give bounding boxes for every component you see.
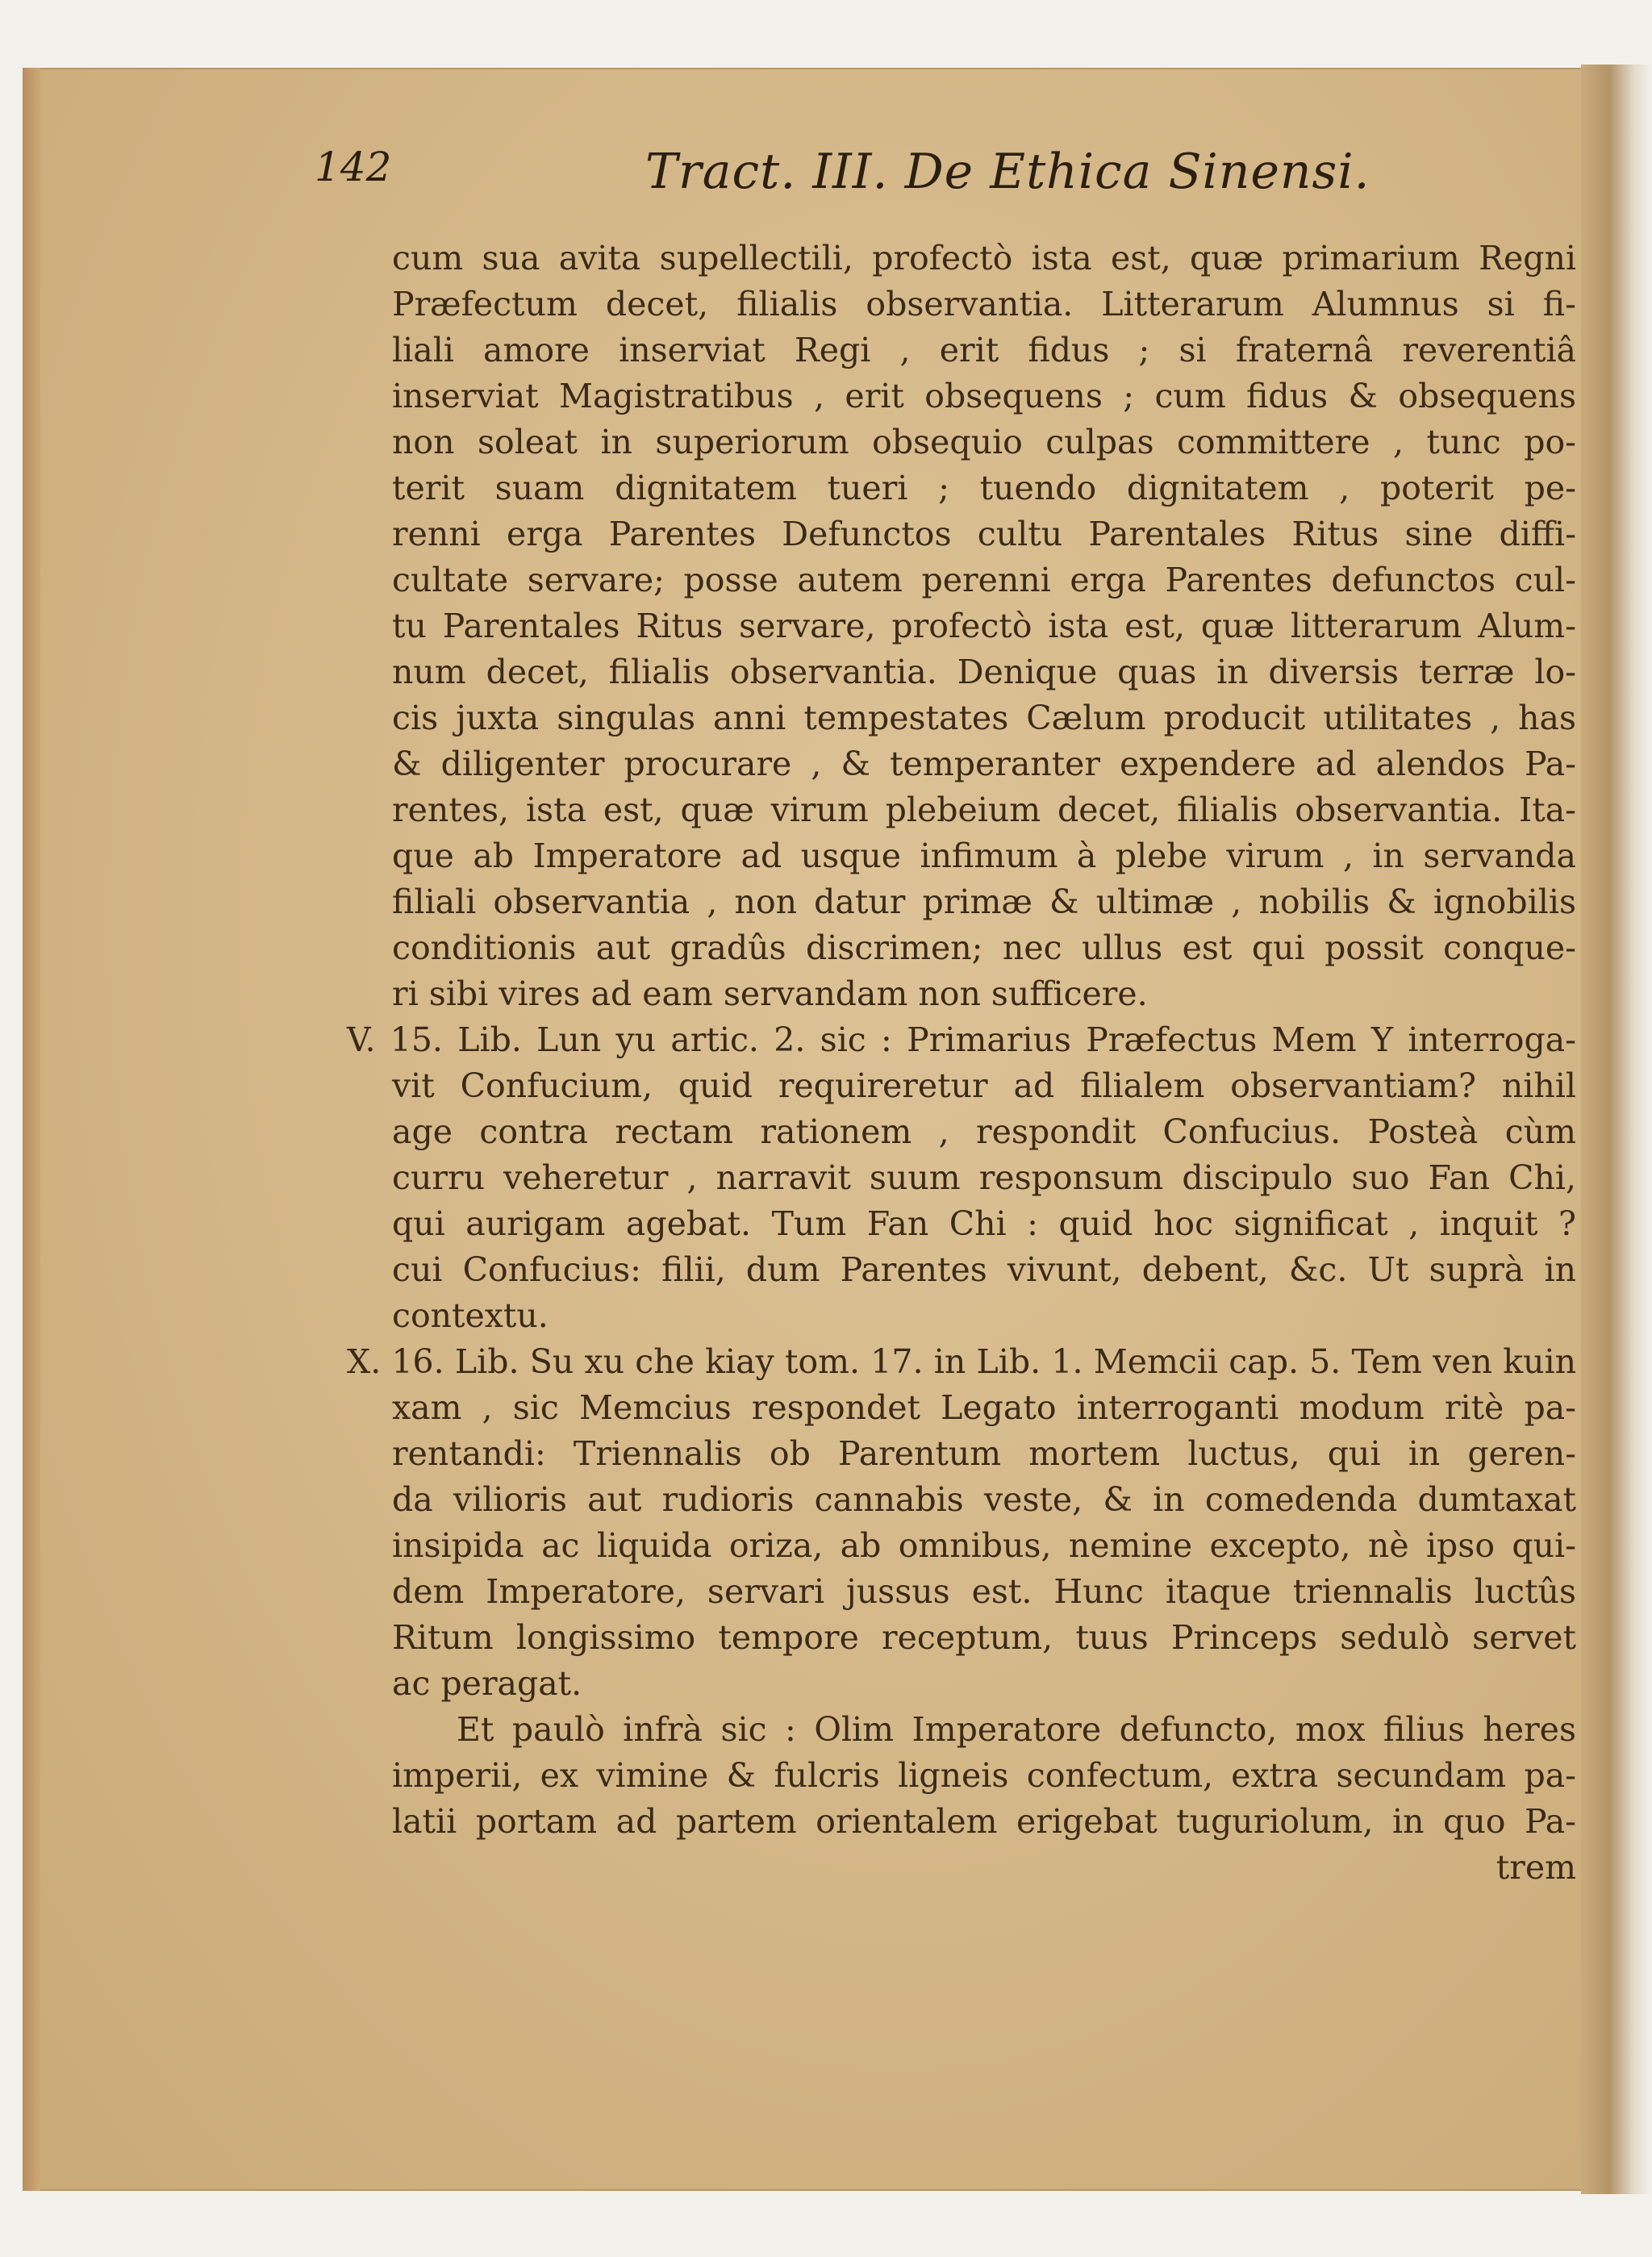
text-line: cui Confucius: filii, dum Parentes vivunt, debent, &c. Ut suprà in bbox=[392, 1250, 1576, 1289]
text-line: filiali observantia , non datur primæ & ultimæ , nobilis & ignobilis bbox=[392, 882, 1576, 921]
text-line: vit Confucium, quid requireretur ad filialem observantiam? nihil bbox=[392, 1066, 1576, 1105]
text-line: xam , sic Memcius respondet Legato interroganti modum ritè pa- bbox=[392, 1388, 1576, 1427]
text-line: age contra rectam rationem , respondit Confucius. Posteà cùm bbox=[392, 1112, 1576, 1151]
text-line: Ritum longissimo tempore receptum, tuus Princeps sedulò servet bbox=[392, 1618, 1576, 1657]
text-line: cis juxta singulas anni tempestates Cælum producit utilitates , has bbox=[392, 699, 1576, 737]
text-line: Præfectum decet, filialis observantia. Litterarum Alumnus si fi- bbox=[392, 285, 1576, 323]
text-line: renni erga Parentes Defunctos cultu Parentales Ritus sine diffi- bbox=[392, 515, 1576, 553]
text-line: curru veheretur , narravit suum responsum discipulo suo Fan Chi, bbox=[392, 1158, 1576, 1197]
text-line: que ab Imperatore ad usque infimum à plebe virum , in servanda bbox=[392, 836, 1576, 875]
text-line: ri sibi vires ad eam servandam non sufficere. bbox=[392, 974, 1148, 1013]
catchword: trem bbox=[1496, 1848, 1576, 1887]
page-header bbox=[315, 144, 1573, 208]
note-line: X. 16. Lib. Su xu che kiay tom. 17. in Lib. 1. Memcii cap. 5. Tem ven kuin bbox=[347, 1342, 1576, 1381]
text-line: rentes, ista est, quæ virum plebeium decet, filialis observantia. Ita- bbox=[392, 791, 1576, 829]
text-line: da vilioris aut rudioris cannabis veste, & in comedenda dumtaxat bbox=[392, 1480, 1576, 1519]
text-line: rentandi: Triennalis ob Parentum mortem luctus, qui in geren- bbox=[392, 1434, 1576, 1473]
text-line: & diligenter procurare , & temperanter expendere ad alendos Pa- bbox=[392, 745, 1576, 783]
text-line: cultate servare; posse autem perenni erga Parentes defunctos cul- bbox=[392, 561, 1576, 599]
text-line: Et paulò infrà sic : Olim Imperatore defuncto, mox filius heres bbox=[457, 1710, 1576, 1749]
text-line: num decet, filialis observantia. Denique quas in diversis terræ lo- bbox=[392, 653, 1576, 691]
text-line: inserviat Magistratibus , erit obsequens ; cum fidus & obsequens bbox=[392, 377, 1576, 415]
text-line: latii portam ad partem orientalem erigebat tuguriolum, in quo Pa- bbox=[392, 1802, 1576, 1841]
text-line: conditionis aut gradûs discrimen; nec ullus est qui possit conque- bbox=[392, 928, 1576, 967]
text-line: liali amore inserviat Regi , erit fidus ; si fraternâ reverentiâ bbox=[392, 331, 1576, 369]
text-line: cum sua avita supellectili, profectò ista est, quæ primarium Regni bbox=[392, 239, 1576, 277]
note-line: V. 15. Lib. Lun yu artic. 2. sic : Primarius Præfectus Mem Y interroga- bbox=[347, 1020, 1576, 1059]
page-number: 142 bbox=[315, 144, 392, 190]
text-line: dem Imperatore, servari jussus est. Hunc itaque triennalis luctûs bbox=[392, 1572, 1576, 1611]
page-body-text bbox=[347, 236, 1576, 1891]
page-edge bbox=[23, 68, 40, 2191]
text-line: qui aurigam agebat. Tum Fan Chi : quid hoc significat , inquit ? bbox=[392, 1204, 1576, 1243]
text-line: non soleat in superiorum obsequio culpas committere , tunc po- bbox=[392, 423, 1576, 461]
text-line: contextu. bbox=[392, 1296, 549, 1335]
text-line: terit suam dignitatem tueri ; tuendo dignitatem , poterit pe- bbox=[392, 469, 1576, 507]
running-title: Tract. III. De Ethica Sinensi. bbox=[645, 144, 1370, 200]
text-line: insipida ac liquida oriza, ab omnibus, nemine excepto, nè ipso qui- bbox=[392, 1526, 1576, 1565]
text-line: imperii, ex vimine & fulcris ligneis confectum, extra secundam pa- bbox=[392, 1756, 1576, 1795]
text-line: ac peragat. bbox=[392, 1664, 582, 1703]
text-line: tu Parentales Ritus servare, profectò ista est, quæ litterarum Alum- bbox=[392, 607, 1576, 645]
book-gutter bbox=[1581, 65, 1652, 2194]
